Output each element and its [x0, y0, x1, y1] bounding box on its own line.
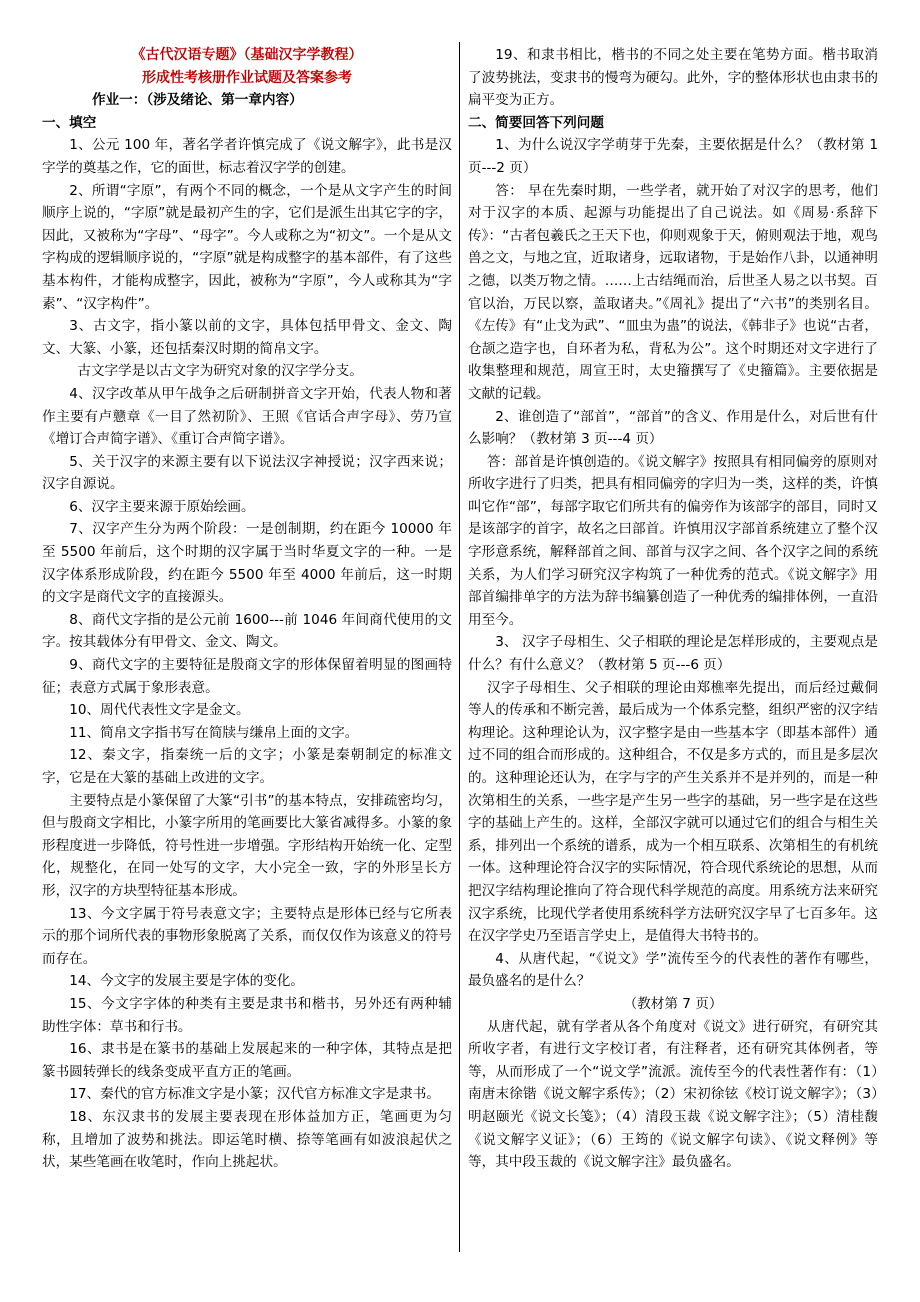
- paragraph: 13、今文字属于符号表意文字；主要特点是形体已经与它所表示的那个词所代表的事物形象脱离了关系，而仅仅作为该意义的符号而存在。: [42, 905, 452, 967]
- paragraph: 18、东汉隶书的发展主要表现在形体益加方正，笔画更为匀称，且增加了波势和挑法。即运笔时横、捺等笔画有如波浪起伏之状，某些笔画在收笔时，作向上挑起状。: [42, 1108, 452, 1171]
- answer: 答： 早在先秦时期，一些学者，就开始了对汉字的思考，他们对于汉字的本质、起源与功能提出了自己说法。如《周易·系辞下传》：“古者包羲氏之王天下也，仰则观象于天，俯则观法于地，观鸟兽之文，与地之宜，近取诸身，远取诸物，于是始作八卦，以通神明之德，以类万物之情。……上古结绳而治，后世圣人易之以书契。百官以治，万民以察，盖取诸夬。”《周礼》提出了“六书”的类别名目。《左传》有“止戈为武”、“皿虫为蛊”的说法，《韩非子》也说“古者，仓颉之造字也，自环者为私，背私为公”。这个时期还对文字进行了收集整理和规范，周宣王时，太史籀撰写了《史籀篇》。主要依据是文献的记载。: [468, 182, 878, 402]
- paragraph: 6、汉字主要来源于原始绘画。: [69, 498, 255, 515]
- paragraph: 10、周代代表性文字是金文。: [69, 702, 250, 719]
- answer: 答：部首是许慎创造的。《说文解字》按照具有相同偏旁的原则对所收字进行了归类，把具有相同偏旁的字归为一类，这样的类，许慎叫它作“部”，每部字取它们所共有的偏旁作为该部字的部目，同时又是该部字的首字，故名之曰部首。许慎用汉字部首系统建立了整个汉字形意系统，解释部首之间、部首与汉字之间、各个汉字之间的系统关系，为人们学习研究汉字构筑了一种优秀的范式。《说文解字》用部首编排单字的方法为辞书编纂创造了一种优秀的编排体例，一直沿用至今。: [468, 453, 878, 628]
- paragraph: 11、简帛文字指书写在简牍与缣帛上面的文字。: [69, 724, 359, 741]
- paragraph: 3、古文字，指小篆以前的文字，具体包括甲骨文、金文、陶文、大篆、小篆，还包括秦汉时期的简帛文字。: [42, 318, 452, 357]
- homework-heading: 作业一：（涉及绪论、第一章内容）: [92, 92, 303, 109]
- left-column: [42, 44, 452, 1174]
- paragraph: 19、和隶书相比，楷书的不同之处主要在笔势方面。楷书取消了波势挑法，变隶书的慢弯为硬勾。此外，字的整体形状也由隶书的扁平变为正方。: [468, 47, 878, 109]
- paragraph: 12、秦文字，指秦统一后的文字；小篆是秦朝制定的标准文字，它是在大篆的基础上改进的文字。: [42, 747, 452, 786]
- paragraph: 17、秦代的官方标准文字是小篆；汉代官方标准文字是隶书。: [69, 1086, 440, 1103]
- right-column: [468, 44, 878, 1174]
- question: 3、 汉字子母相生、父子相联的理论是怎样形成的，主要观点是什么？有什么意义？（教材第 5 页---6 页）: [468, 634, 878, 674]
- answer: 汉字子母相生、父子相联的理论由郑樵率先提出，而后经过戴侗等人的传承和不断完善，最后成为一个体系完整，组织严密的汉字结构理论。这种理论认为，汉字整字是由一些基本字（即基本部件）通过不同的组合而形成的。这种组合，不仅是多方式的，而且是多层次的。这种理论还认为，在字与字的产生关系并不是并列的，而是一种次第相生的关系，一些字是产生另一些字的基础，另一些字是在这些字的基础上产生的。这样，全部汉字就可以通过它们的组合与相生关系，排列出一个系统的谱系，成为一个相互联系、次第相生的有机统一体。这种理论符合汉字的实际情况，符合现代系统论的思想，从而把汉字结构理论推向了符合现代科学规范的高度。用系统方法来研究汉字系统，比现代学者使用系统科学方法研究汉字早了七百多年。这在汉字学史乃至语言学史上，是值得大书特书的。: [468, 679, 878, 945]
- paragraph: 2、所谓“字原”，有两个不同的概念，一个是从文字产生的时间顺序上说的，“字原”就是最初产生的字，它们是派生出其它字的字，因此，又被称为“字母”、“母字”。今人或称之为“初文”。一个是从文字构成的逻辑顺序说的，“字原”就是构成整字的基本部件，有了这些基本构件，才能构成整字，因此，被称为“字原”，今人或称其为“字素”、“汉字构件”。: [42, 182, 452, 312]
- question: 4、从唐代起，“《说文》学”流传至今的代表性的著作有哪些，最负盛名的是什么？: [468, 950, 878, 990]
- section-short-answer-heading: 二、简要回答下列问题: [468, 114, 604, 131]
- paragraph: 5、关于汉字的来源主要有以下说法汉字神授说；汉字西来说；汉字自源说。: [42, 453, 452, 493]
- paragraph: 15、今文字字体的种类有主要是隶书和楷书，另外还有两种辅助性字体：草书和行书。: [42, 995, 452, 1035]
- paragraph: 14、今文字的发展主要是字体的变化。: [69, 973, 304, 990]
- paragraph: 9、商代文字的主要特征是殷商文字的形体保留着明显的图画特征；表意方式属于象形表意。: [42, 657, 452, 696]
- column-divider: [459, 42, 460, 1252]
- paragraph: 8、商代文字指的是公元前 1600---前 1046 年间商代使用的文字。按其载体分有甲骨文、金文、陶文。: [42, 611, 452, 651]
- answer: 从唐代起，就有学者从各个角度对《说文》进行研究，有研究其所收字者，有进行文字校订者，有注释者，还有研究其体例者，等等，从而形成了一个“说文学”流派。流传至今的代表性著作有：（1）南唐末徐锴《说文解字系传》；（2）宋初徐铉《校订说文解字》；（3）明赵颐光《说文长笺》；（4）清段玉裁《说文解字注》；（5）清桂馥《说文解字义证》；（6）王筠的《说文解字句读》、《说文释例》等等，其中段玉裁的《说文解字注》最负盛名。: [468, 1018, 878, 1171]
- question: 1、为什么说汉字学萌芽于先秦，主要依据是什么？（教材第 1 页---2 页）: [468, 137, 878, 176]
- paragraph: 古文字学是以古文字为研究对象的汉字学分支。: [77, 363, 363, 380]
- question: 2、谁创造了“部首”，“部首”的含义、作用是什么，对后世有什么影响？（教材第 3 页---4 页）: [468, 408, 878, 448]
- question-reference: （教材第 7 页）: [623, 995, 723, 1012]
- paragraph: 1、公元 100 年，著名学者许慎完成了《说文解字》，此书是汉字学的奠基之作，它的面世，标志着汉字学的创建。: [42, 137, 452, 176]
- paragraph: 主要特点是小篆保留了大篆“引书”的基本特点，安排疏密均匀，但与殷商文字相比，小篆字所用的笔画要比大篆省减得多。小篆的象形程度进一步降低，符号性进一步增强。字形结构开始统一化、定型化，规整化，在同一处写的文字，大小完全一致，字的外形呈长方形，汉字的方块型特征基本形成。: [42, 792, 452, 899]
- doc-title: 《古代汉语专题》（基础汉字学教程）: [131, 47, 363, 63]
- paragraph: 7、汉字产生分为两个阶段：一是创制期，约在距今 10000 年至 5500 年前后，这个时期的汉字属于当时华夏文字的一种。一是汉字体系形成阶段，约在距今 5500 年至 4000 年前后，这一时期的文字是商代文字的直接源头。: [42, 521, 452, 606]
- paragraph: 4、汉字改革从甲午战争之后研制拼音文字开始，代表人物和著作主要有卢戆章《一目了然初阶》、王照《官话合声字母》、劳乃宣《增订合声简字谱》、《重订合声简字谱》。: [42, 385, 452, 448]
- doc-subtitle: 形成性考核册作业试题及答案参考: [142, 69, 352, 86]
- paragraph: 16、隶书是在篆书的基础上发展起来的一种字体，其特点是把篆书圆转弹长的线条变成平直方正的笔画。: [42, 1041, 452, 1080]
- section-fill-in-heading: 一、填空: [42, 114, 97, 131]
